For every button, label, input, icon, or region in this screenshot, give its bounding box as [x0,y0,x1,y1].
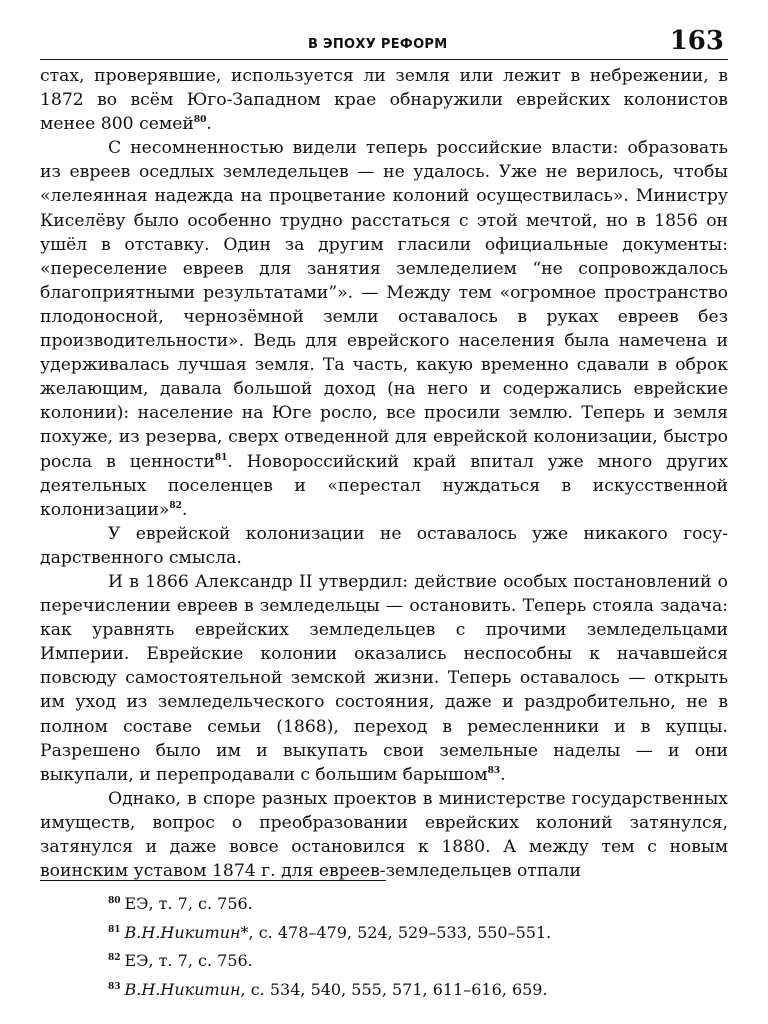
footnote-item [108,919,728,948]
footnote-author: В.Н.Никитин [124,979,241,999]
main-text [40,64,728,883]
paragraph-1-end: . [206,114,212,135]
footnote-item [108,947,728,976]
footnote-item [108,890,728,919]
footnote-ref-82[interactable]: 82 [169,500,182,511]
header-divider [40,59,728,60]
footnote-number: 83 [108,981,121,992]
footnote-item [108,976,728,1005]
footnote-author: В.Н.Никитин* [124,922,249,942]
paragraph-4-text: И в 1866 Александр II утвердил: действие особых постановлений о перечислении евреев в земледельцы — остановить. Теперь стояла задача: как уравнять еврейских земледельцев с прочими земледельцами Империи. Еврейские колонии оказались неспособны к начавшейся повсюду самостоятельной земской жизни. Теперь оставалось — открыть им уход из земледельческого состояния, даже и раздробительно, не в полном составе семьи (1868), переход в ремесленники и в купцы. Разрешено было им и выкупать свои земельные наделы — и они выкупали, и перепродавали с большим барышом [40,571,728,785]
paragraph-4-end: . [500,764,506,785]
paragraph-5 [40,787,728,883]
paragraph-4 [40,570,728,787]
footnote-text: , с. 534, 540, 555, 571, 611–616, 659. [240,979,548,999]
footnote-number: 82 [108,953,121,963]
paragraph-2 [40,136,728,522]
paragraph-2-text: С несомненностью видели теперь российские власти: образовать из евреев оседлых земледельцев — не удалось. Уже не верилось, чтобы «лелеянная надежда на процветание колоний осуществилась». Министру Киселёву было особенно трудно расстаться с этой мечтой, но в 1856 он ушёл в отставку. Один за другим гласили официальные документы: «переселение евреев для занятия земледелием “не сопровождалось благоприятными результатами”». — Между тем «огромное пространство плодоносной, чернозёмной земли оставалось в руках евреев без производительности». Ведь для еврейского населения была намечена и удерживалась лучшая земля. Та часть, какую временно сдавали в оброк желающим, давала большой доход (на него и содержались еврейские колонии): население на Юге росло, все просили землю. Теперь и земля похуже, из резерва, сверх отведенной для еврейской колонизации, быстро росла в ценности [40,138,728,472]
paragraph-1-text: стах, проверявшие, используется ли земля или лежит в небрежении, в 1872 во всём Юго-Западном крае обнаружили еврейских колонистов менее 800 семей [40,66,728,135]
paragraph-3-text: У еврейской колонизации не оставалось уже никакого государственного смысла. [40,523,728,568]
footnote-number: 81 [108,924,121,935]
footnote-text: ЕЭ, т. 7, с. 756. [124,894,253,913]
footnote-number: 80 [108,896,121,906]
footnote-divider [40,880,386,881]
footnote-ref-81[interactable]: 81 [214,452,228,463]
footnote-ref-80[interactable]: 80 [193,115,207,126]
paragraph-5-text: Однако, в споре разных проектов в министерстве государственных имуществ, вопрос о преобразовании еврейских колоний затянулся, затянулся и даже вовсе остановился к 1880. А между тем с новым воинским уставом 1874 г. для евреев-земледельцев отпали [40,788,728,882]
paragraph-2-text-2: . Новороссийский край впитал уже много других деятельных поселенцев и «перестал нуждаться в искусственной колонизации» [40,451,728,520]
footnote-text: ЕЭ, т. 7, с. 756. [124,951,253,970]
running-header: В ЭПОХУ РЕФОРМ [308,37,448,52]
paragraph-1 [40,64,728,136]
footnotes [108,890,728,1004]
paragraph-2-end: . [181,499,188,520]
paragraph-3 [40,522,728,570]
footnote-text: , с. 478–479, 524, 529–533, 550–551. [248,922,552,942]
page-number: 163 [669,26,724,56]
footnote-ref-83[interactable]: 83 [487,765,501,776]
